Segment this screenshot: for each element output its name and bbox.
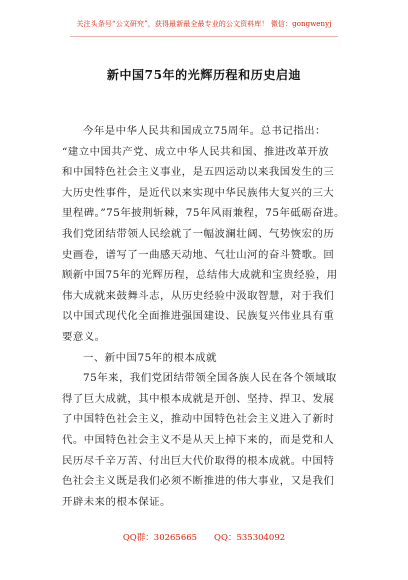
section-heading: 一、新中国75年的根本成就 [83, 351, 218, 364]
footer-contact: QQ群：30265665 QQ：535304092 [122, 533, 286, 543]
body-line: 了中国特色社会主义，推动中国特色社会主义进入了新时 [62, 413, 335, 426]
body-line: 75年来，我们党团结带领全国各族人民在各个领域取 [83, 372, 337, 385]
document-body [62, 121, 348, 512]
body-line: 要意义。 [62, 330, 106, 343]
header-divider [70, 36, 338, 37]
body-line: 伟大成就来鼓舞斗志，从历史经验中汲取智慧，对于我们 [62, 289, 335, 302]
body-line: 民历尽千辛万苦、付出巨大代价取得的根本成就。中国特 [62, 454, 335, 467]
body-line: 代。中国特色社会主义不是从天上掉下来的，而是党和人 [62, 433, 335, 446]
body-line: 得了巨大成就，其中根本成就是开创、坚持、捍卫、发展 [62, 392, 335, 405]
body-line: “建立中国共产党、成立中华人民共和国、推进改革开放 [62, 145, 330, 158]
body-line: 以中国式现代化全面推进强国建设、民族复兴伟业具有重 [62, 310, 335, 323]
document-title: 新中国75年的光辉历程和历史启迪 [106, 68, 302, 82]
body-line: 顾新中国75年的光辉历程，总结伟大成就和宝贵经验，用 [62, 269, 338, 282]
body-line: 我们党团结带领人民绘就了一幅波澜壮阔、气势恢宏的历 [62, 227, 335, 240]
body-line: 里程碑。”75年披荆斩棘，75年风雨兼程，75年砥砺奋进。 [62, 207, 345, 220]
body-line: 史画卷，谱写了一曲感天动地、气壮山河的奋斗赞歌。回 [62, 248, 335, 261]
body-line: 色社会主义既是我们必须不断推进的伟大事业，又是我们 [62, 475, 335, 488]
body-line: 今年是中华人民共和国成立75周年。总书记指出： [83, 125, 326, 137]
body-line: 开辟未来的根本保证。 [62, 495, 171, 508]
body-line: 大历史性事件，是近代以来实现中华民族伟大复兴的三大 [62, 186, 335, 199]
header-note: 关注头条号“公文研究”，获得最新最全最专业的公文资料库！ 微信：gongwenyj [76, 20, 332, 28]
body-line: 和中国特色社会主义事业，是五四运动以来我国发生的三 [62, 166, 335, 179]
